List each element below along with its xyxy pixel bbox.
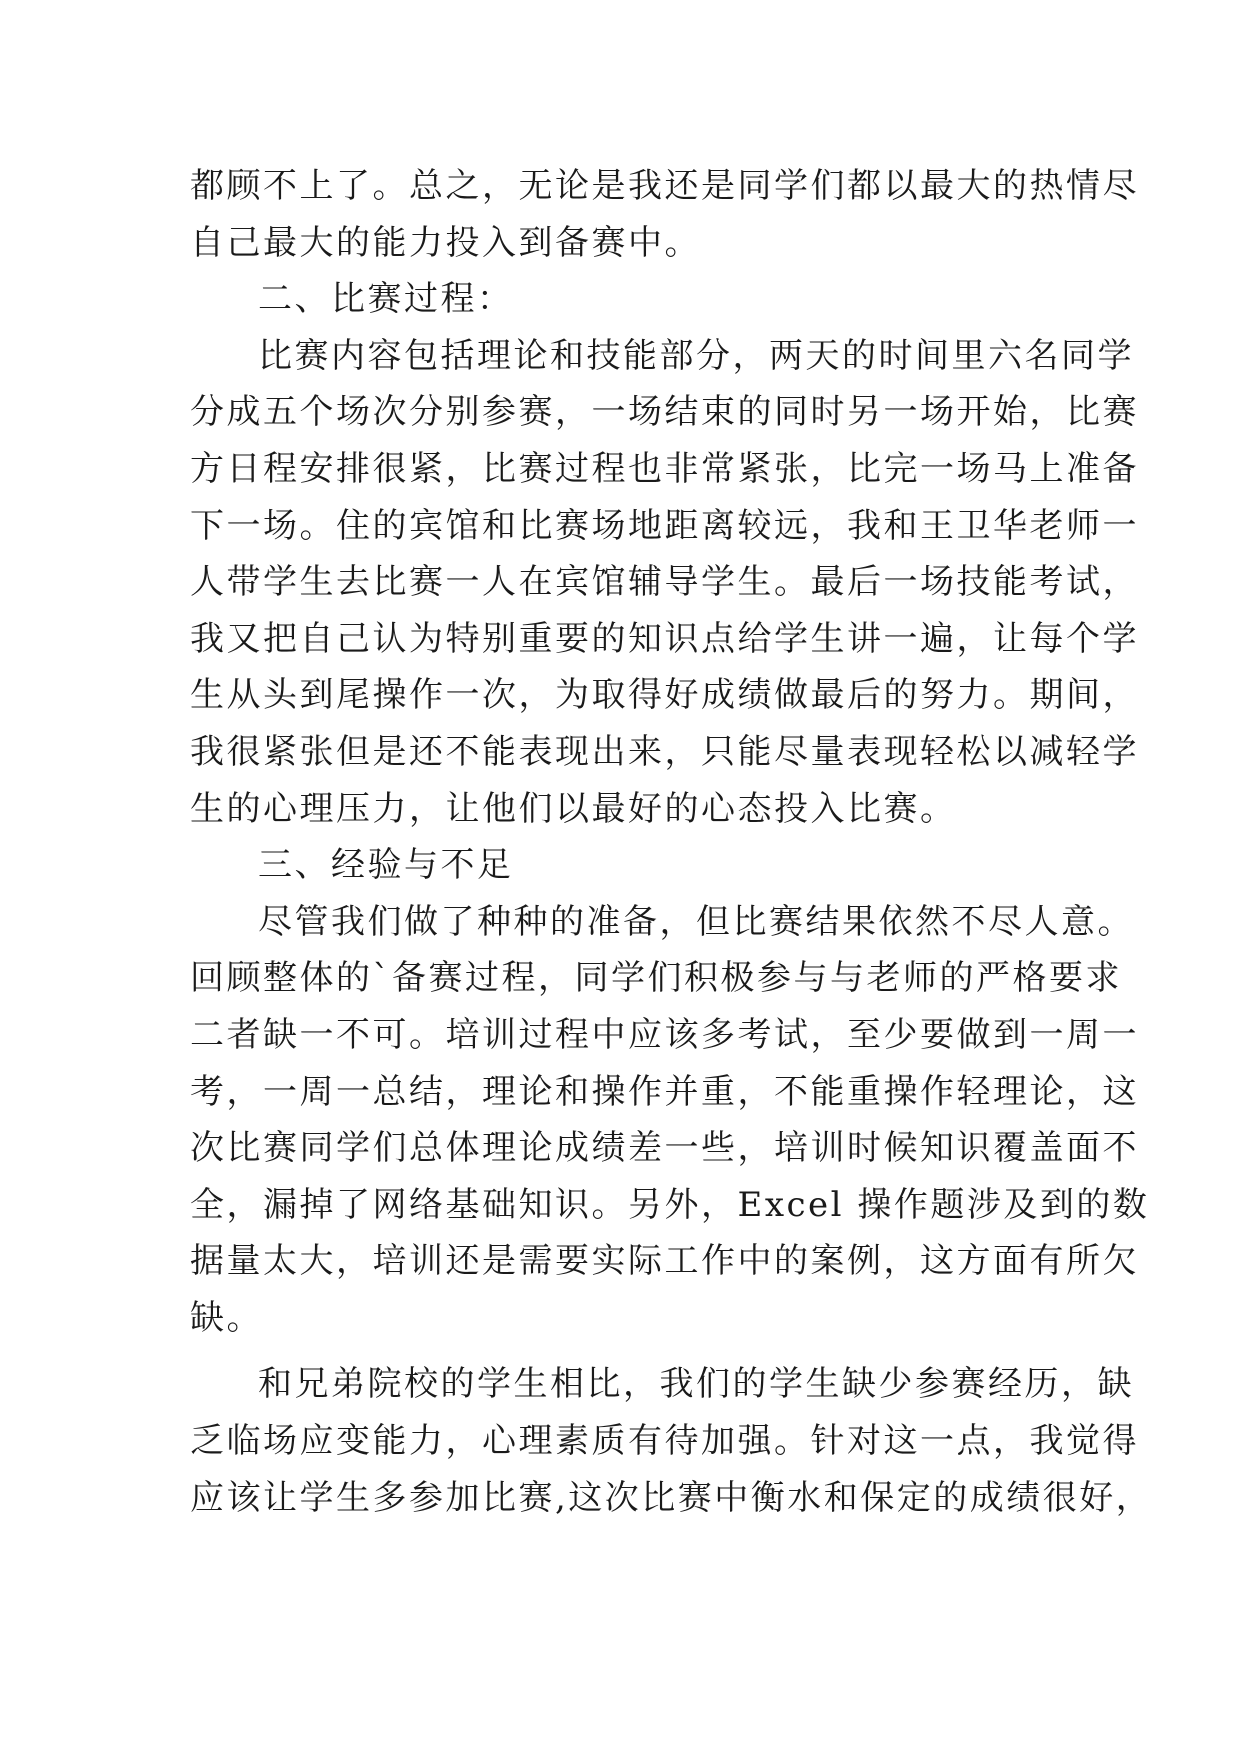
text-line: 方日程安排很紧，比赛过程也非常紧张，比完一场马上准备 — [190, 448, 1139, 489]
text-line: 比赛内容包括理论和技能部分，两天的时间里六名同学 — [258, 335, 1134, 376]
text-line: 生从头到尾操作一次，为取得好成绩做最后的努力。期间， — [190, 675, 1139, 716]
text-line: 考，一周一总结，理论和操作并重，不能重操作轻理论，这 — [190, 1071, 1139, 1112]
text-line: 生的心理压力，让他们以最好的心态投入比赛。 — [190, 788, 957, 829]
text-line: 都顾不上了。总之，无论是我还是同学们都以最大的热情尽 — [190, 166, 1139, 206]
text-line: 下一场。住的宾馆和比赛场地距离较远，我和王卫华老师一 — [190, 505, 1139, 546]
text-line: 自己最大的能力投入到备赛中。 — [190, 222, 701, 263]
section-heading: 二、比赛过程： — [258, 279, 514, 320]
text-line: 应该让学生多参加比赛,这次比赛中衡水和保定的成绩很好， — [190, 1477, 1153, 1518]
text-line: 缺。 — [190, 1297, 263, 1338]
document-body — [190, 158, 1153, 1526]
text-line: 人带学生去比赛一人在宾馆辅导学生。最后一场技能考试， — [190, 562, 1139, 603]
text-line: 二者缺一不可。培训过程中应该多考试，至少要做到一周一 — [190, 1014, 1139, 1055]
text-line: 回顾整体的`备赛过程，同学们积极参与与老师的严格要求 — [190, 958, 1122, 999]
text-line: 据量太大，培训还是需要实际工作中的案例，这方面有所欠 — [190, 1241, 1139, 1282]
text-line: 全，漏掉了网络基础知识。另外，Excel 操作题涉及到的数 — [190, 1184, 1150, 1225]
text-line: 和兄弟院校的学生相比，我们的学生缺少参赛经历，缺 — [258, 1364, 1134, 1405]
text-line: 尽管我们做了种种的准备，但比赛结果依然不尽人意。 — [258, 901, 1134, 942]
text-line: 次比赛同学们总体理论成绩差一些，培训时候知识覆盖面不 — [190, 1128, 1139, 1169]
text-line: 我很紧张但是还不能表现出来，只能尽量表现轻松以减轻学 — [190, 731, 1139, 772]
text-line: 分成五个场次分别参赛，一场结束的同时另一场开始，比赛 — [190, 392, 1139, 433]
text-line: 乏临场应变能力，心理素质有待加强。针对这一点，我觉得 — [190, 1421, 1139, 1462]
section-heading: 三、经验与不足 — [258, 845, 514, 886]
text-line: 我又把自己认为特别重要的知识点给学生讲一遍，让每个学 — [190, 618, 1139, 659]
